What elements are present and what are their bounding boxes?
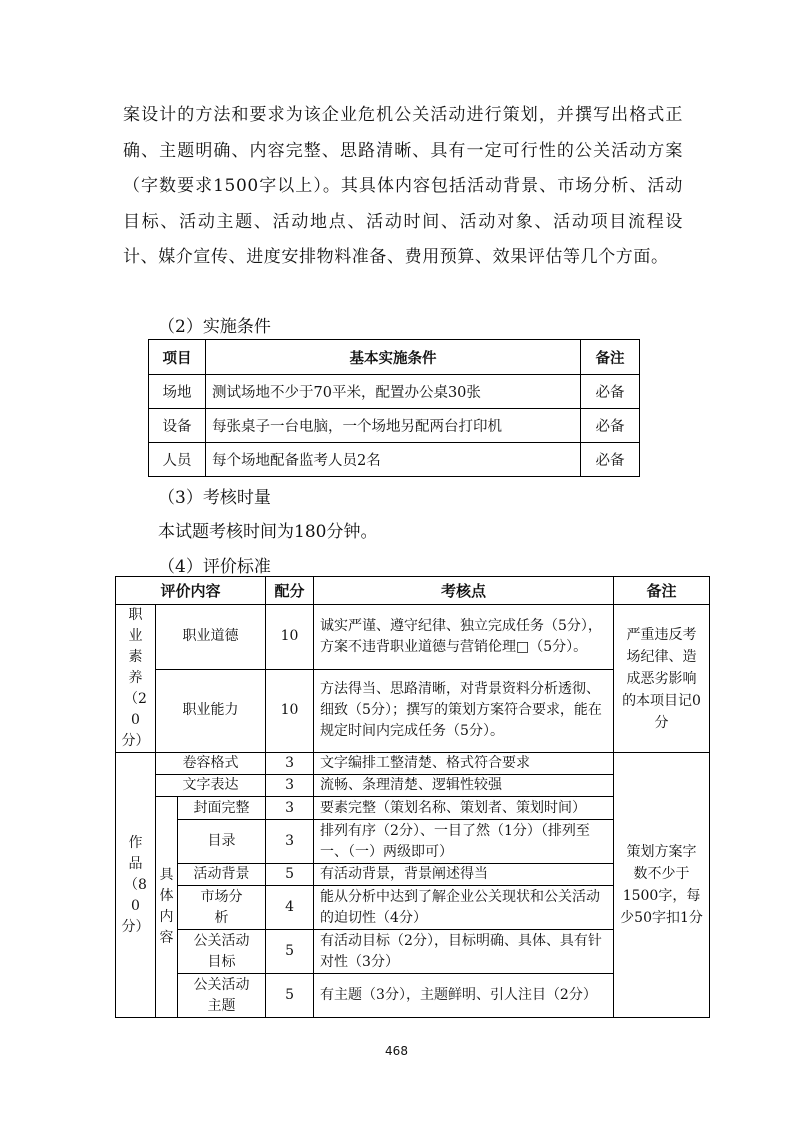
intro-paragraph: 案设计的方法和要求为该企业危机公关活动进行策划，并撰写出格式正确、主题明确、内容完整、思路清晰、具有一定可行性的公关活动方案（字数要求1500字以上）。其具体内容包括活动背景、市场分析、活动目标、活动主题、活动地点、活动时间、活动对象、活动项目流程设计、媒介宣传、进度安排物料准备、费用预算、效果评估等几个方面。	[123, 105, 683, 267]
row-name: 公关活动目标	[178, 930, 266, 974]
cell-item: 场地	[149, 375, 206, 409]
eval-header-row	[116, 577, 710, 605]
row-name: 封面完整	[178, 797, 266, 820]
page-number: 468	[385, 1044, 408, 1058]
group1-label: 职 业 素 养 （2 0 分）	[116, 605, 156, 753]
row-score: 10	[266, 669, 314, 752]
sub-content-label: 具 体 内 容	[156, 797, 178, 1018]
table-row	[149, 375, 640, 409]
row-name: 职业道德	[156, 605, 266, 670]
row-name: 公关活动主题	[178, 974, 266, 1018]
header-points: 考核点	[314, 577, 614, 605]
row-points: 文字编排工整清楚、格式符合要求	[314, 753, 614, 775]
row-score: 5	[266, 930, 314, 974]
cell-remark: 必备	[581, 443, 640, 477]
table-row	[149, 443, 640, 477]
cell-item: 设备	[149, 409, 206, 443]
section3-text: 本试题考核时间为180分钟。	[158, 522, 378, 542]
cell-condition: 每张桌子一台电脑，一个场地另配两台打印机	[206, 409, 581, 443]
row-name: 卷容格式	[156, 753, 266, 775]
row-points: 排列有序（2分）、一目了然（1分）（排列至一、（一）两级即可）	[314, 820, 614, 864]
row-score: 5	[266, 864, 314, 886]
row-name: 文字表达	[156, 775, 266, 797]
group2-remark: 策划方案字数不少于1500字，每少50字扣1分	[614, 753, 710, 1018]
section4-title: （4）评价标准	[158, 557, 271, 577]
header-remark: 备注	[581, 340, 640, 375]
table-row	[149, 409, 640, 443]
table-row	[116, 753, 710, 775]
group1-remark: 严重违反考场纪律、造成恶劣影响的本项目记0分	[614, 605, 710, 753]
header-condition: 基本实施条件	[206, 340, 581, 375]
row-name: 目录	[178, 820, 266, 864]
header-content: 评价内容	[116, 577, 266, 605]
header-item: 项目	[149, 340, 206, 375]
row-points: 能从分析中达到了解企业公关现状和公关活动的迫切性（4分）	[314, 886, 614, 930]
row-name: 市场分析	[178, 886, 266, 930]
cell-condition: 测试场地不少于70平米，配置办公桌30张	[206, 375, 581, 409]
cell-condition: 每个场地配备监考人员2名	[206, 443, 581, 477]
section3-title: （3）考核时量	[158, 488, 271, 508]
row-points: 要素完整（策划名称、策划者、策划时间）	[314, 797, 614, 820]
cell-remark: 必备	[581, 375, 640, 409]
row-points: 流畅、条理清楚、逻辑性较强	[314, 775, 614, 797]
row-points: 诚实严谨、遵守纪律、独立完成任务（5分），方案不违背职业道德与营销伦理□（5分）。	[314, 605, 614, 670]
row-score: 3	[266, 753, 314, 775]
row-points: 方法得当、思路清晰，对背景资料分析透彻、细致（5分）；撰写的策划方案符合要求，能在规定时间内完成任务（5分）。	[314, 669, 614, 752]
conditions-table	[148, 339, 640, 477]
cell-remark: 必备	[581, 409, 640, 443]
cell-item: 人员	[149, 443, 206, 477]
row-score: 5	[266, 974, 314, 1018]
row-points: 有活动目标（2分），目标明确、具体、具有针对性（3分）	[314, 930, 614, 974]
row-name: 职业能力	[156, 669, 266, 752]
row-score: 10	[266, 605, 314, 670]
table-row	[116, 605, 710, 670]
row-score: 3	[266, 797, 314, 820]
evaluation-table	[115, 576, 710, 1018]
row-points: 有活动背景，背景阐述得当	[314, 864, 614, 886]
conditions-header-row	[149, 340, 640, 375]
row-points: 有主题（3分），主题鲜明、引人注目（2分）	[314, 974, 614, 1018]
group2-label: 作 品 （8 0 分）	[116, 753, 156, 1018]
section2-title: （2）实施条件	[158, 317, 271, 337]
row-name: 活动背景	[178, 864, 266, 886]
row-score: 3	[266, 820, 314, 864]
row-score: 3	[266, 775, 314, 797]
header-score: 配分	[266, 577, 314, 605]
row-score: 4	[266, 886, 314, 930]
header-remark: 备注	[614, 577, 710, 605]
